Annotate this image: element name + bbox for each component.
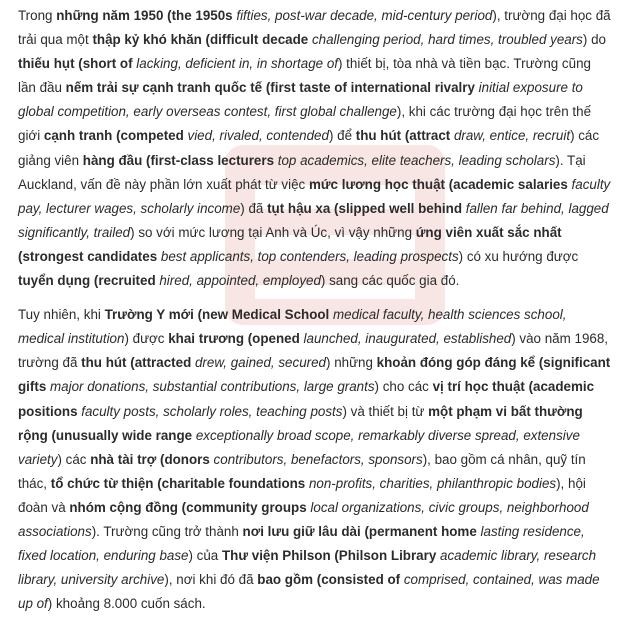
synonym-list: faculty posts, scholarly roles, teaching posts [81, 403, 343, 419]
synonym-list: major donations, substantial contributions, large grants [50, 379, 375, 395]
body-text: Trong [18, 8, 57, 23]
synonym-list: best applicants, top contenders, leading prospects [160, 248, 459, 264]
vocab-term: bao gồm (consisted of [257, 572, 404, 588]
vocab-term: nếm trải sự cạnh tranh quốc tế (first taste of international rivalry [65, 80, 479, 96]
vocab-term: một phạm vi bất thường rộng (unusually wide range [18, 403, 583, 443]
body-text: ) đã [240, 200, 268, 216]
vocab-term: nhà tài trợ (donors [90, 451, 214, 467]
body-text: ) được [124, 331, 169, 347]
vocab-term: tổ chức từ thiện (charitable foundations [50, 475, 309, 491]
synonym-list: draw, entice, recruit [453, 128, 571, 144]
synonym-list: exceptionally broad scope, remarkably diverse spread, extensive variety [18, 427, 580, 467]
body-text: ), bao gồm cá nhân, quỹ tín thác, [18, 451, 586, 491]
body-text: ) do [582, 32, 606, 48]
vocab-term: Thư viện Philson (Philson Library [221, 548, 441, 564]
body-text: ) của [188, 548, 222, 564]
document-body [18, 4, 612, 626]
synonym-list: medical faculty, health sciences school, medical institution [18, 307, 567, 347]
vocab-term: thập kỷ khó khăn (difficult decade [92, 32, 312, 48]
vocab-term: thu hút (attract [355, 128, 454, 144]
synonym-list: vied, rivaled, contended [187, 128, 329, 144]
synonym-list: challenging period, hard times, troubled years [311, 32, 583, 48]
vocab-term: nhóm cộng đồng (community groups [69, 499, 311, 515]
synonym-list: initial exposure to global competition, early overseas contest, first global challenge [18, 80, 583, 120]
body-text: ) và thiết bị từ [342, 403, 429, 419]
synonym-list: launched, inaugurated, established [303, 331, 512, 347]
vocab-term: thu hút (attracted [81, 355, 195, 371]
vocab-term: những năm 1950 (the 1950s [56, 8, 237, 23]
body-text: ). Tại Auckland, vấn đề này phần lớn xuất phát từ việc [18, 152, 586, 192]
body-text: ) có xu hướng được [458, 248, 579, 264]
body-text: ), nơi khi đó đã [164, 572, 258, 588]
synonym-list: fifties, post-war decade, mid-century period [236, 8, 493, 23]
synonym-list: contributors, benefactors, sponsors [213, 451, 423, 467]
body-text: Tuy nhiên, khi [18, 307, 105, 323]
vocab-term: khoản đóng góp đáng kể (significant gifts [18, 355, 611, 395]
synonym-list: non-profits, charities, philanthropic bodies [308, 475, 557, 491]
body-text: ) sang các quốc gia đó. [320, 273, 460, 289]
synonym-list: hired, appointed, employed [159, 273, 321, 289]
synonym-list: fallen far behind, lagged significantly, trailed [18, 200, 609, 240]
body-text: ) những [326, 355, 377, 371]
body-text: ). Trường cũng trở thành [91, 523, 243, 539]
body-text: ) so với mức lương tại Anh và Úc, vì vậy những [130, 224, 416, 240]
synonym-list: faculty pay, lecturer wages, scholarly income [18, 176, 611, 216]
body-text: ) các giảng viên [18, 128, 600, 168]
synonym-list: drew, gained, secured [194, 355, 327, 371]
body-text: ), trường đại học đã trải qua một [18, 8, 611, 48]
synonym-list: lacking, deficient in, in shortage of [136, 56, 338, 72]
synonym-list: comprised, contained, was made up of [18, 572, 600, 612]
synonym-list: lasting residence, fixed location, enduring base [18, 523, 585, 564]
body-text: ), khi các trường đại học trên thế giới [18, 104, 592, 144]
vocab-term: cạnh tranh (competed [43, 128, 188, 144]
paragraph-medical-school [18, 303, 612, 616]
vocab-term: Trường Y mới (new Medical School [104, 307, 333, 323]
vocab-term: thiếu hụt (short of [18, 56, 137, 72]
vocab-term: ứng viên xuất sắc nhất (strongest candidates [18, 224, 562, 264]
vocab-term: nơi lưu giữ lâu dài (permanent home [242, 523, 481, 539]
vocab-term: hàng đầu (first-class lecturers [82, 152, 278, 168]
vocab-term: mức lương học thuật (academic salaries [308, 176, 572, 192]
body-text: ), hội đoàn và [18, 475, 586, 515]
vocab-term: tụt hậu xa (slipped well behind [267, 200, 466, 216]
synonym-list: academic library, research library, university archive [18, 548, 597, 588]
vocab-term: khai trương (opened [168, 331, 304, 347]
body-text: ) để [328, 128, 356, 144]
synonym-list: local organizations, civic groups, neighborhood associations [18, 499, 589, 539]
vocab-term: tuyển dụng (recruited [18, 273, 160, 289]
body-text: ) vào năm 1968, trường đã [18, 331, 609, 371]
body-text: ) các [57, 451, 91, 467]
body-text: ) cho các [374, 379, 433, 395]
vocab-term: vị trí học thuật (academic positions [18, 379, 595, 419]
paragraph-1950s [18, 4, 612, 293]
body-text: ) khoảng 8.000 cuốn sách. [47, 596, 206, 612]
synonym-list: top academics, elite teachers, leading scholars [277, 152, 556, 168]
body-text: ) thiết bị, tòa nhà và tiền bạc. Trường cũng lần đầu [18, 56, 591, 96]
